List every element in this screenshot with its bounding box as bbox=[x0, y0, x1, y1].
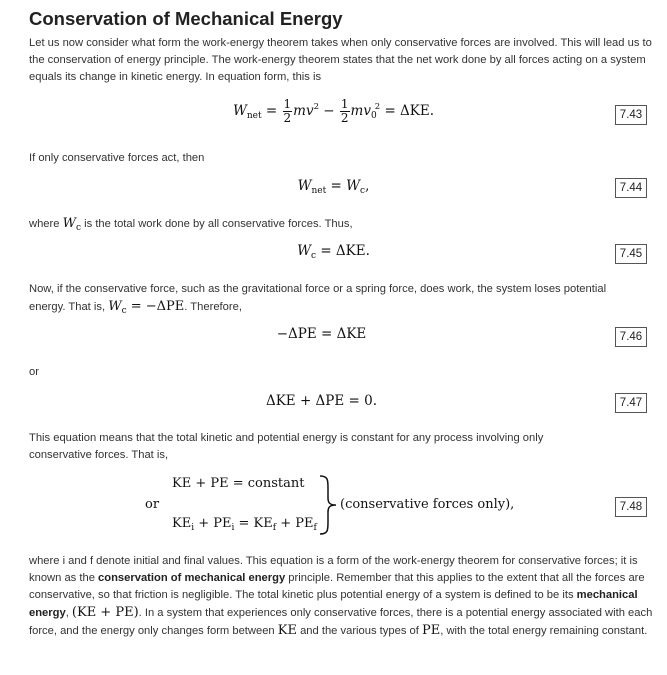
eq-term: mv bbox=[350, 103, 371, 119]
equation-7-47: ΔKE + ΔPE = 0. bbox=[265, 393, 378, 409]
eq-operator: = bbox=[326, 178, 347, 194]
eq-symbol: W bbox=[297, 178, 312, 194]
eq-symbol: W bbox=[297, 243, 311, 259]
eq-symbol: W bbox=[232, 103, 247, 119]
right-brace-icon bbox=[316, 474, 340, 536]
equation-number: 7.47 bbox=[615, 393, 647, 413]
inline-math: PE bbox=[421, 623, 441, 638]
equation-7-48-condition: (conservative forces only), bbox=[340, 497, 515, 512]
page-title: Conservation of Mechanical Energy bbox=[29, 8, 343, 29]
eq-operator: = bbox=[265, 103, 278, 119]
eq-term: mv bbox=[293, 103, 314, 119]
connector-or: or bbox=[29, 366, 39, 378]
equation-7-45: $W_c = \Delta KE$. bbox=[297, 243, 370, 261]
paragraph-mechanical-energy: where i and f denote initial and final values. This equation is a form of the work-energy theorem for conservative forces; it is known as the conservation of mechanical energy principle. Remember that this applies to the extent that all the forces are conservative, so that friction is negligible. The total kinetic plus potential energy of a system is defined to be its mechanical energy, (KE + PE). In a system that experiences only conservative forces, there is a potential energy associated with each force, and the energy only changes form between KE and the various types of PE, with the total energy remaining constant. bbox=[29, 555, 653, 638]
inline-math: (KE + PE) bbox=[71, 605, 139, 620]
paragraph-where-wc: where $W_c$ is the total work done by all conservative forces. Thus, bbox=[29, 216, 353, 233]
fraction-half: $\frac{1}{2}$ bbox=[340, 97, 349, 125]
equation-number: 7.48 bbox=[615, 497, 647, 517]
equation-7-48-row1: KE + PE = constant bbox=[172, 476, 305, 491]
eq-subscript: net bbox=[246, 111, 262, 121]
fraction-half: $\frac{1}{2}$ bbox=[283, 97, 292, 125]
term-mechanical-energy: mechanical energy bbox=[29, 589, 638, 619]
paragraph-potential: Now, if the conservative force, such as the gravitational force or a spring force, does work, the system loses potential energy. That is, $W_c = -\Delta PE$. Therefore, bbox=[29, 283, 607, 316]
inline-math: W bbox=[108, 299, 122, 314]
equation-7-44: $W_{net} = W_c$, bbox=[297, 178, 370, 196]
equation-7-48-or: or bbox=[145, 497, 160, 512]
equation-number: 7.45 bbox=[615, 244, 647, 264]
equation-number: 7.46 bbox=[615, 327, 647, 347]
equation-number: 7.44 bbox=[615, 178, 647, 198]
equation-7-48-row2: $KE_i + PE_i = KE_f + PE_f$ bbox=[172, 516, 317, 533]
eq-rhs: = ΔKE. bbox=[384, 103, 435, 119]
equation-7-43: $W_{net}$ = $\frac{1}{2}$ $mv^2$ − $\frac{1}{2}$ $mv_0^2 = \Delta KE$. bbox=[232, 97, 435, 125]
term-conservation-of-mechanical-energy: conservation of mechanical energy bbox=[98, 572, 286, 584]
equation-number: 7.43 bbox=[615, 105, 647, 125]
eq-operator: − bbox=[323, 103, 335, 119]
inline-math: KE bbox=[277, 623, 297, 638]
paragraph-conservative: If only conservative forces act, then bbox=[29, 152, 205, 164]
equation-7-46: −ΔPE = ΔKE bbox=[276, 326, 367, 342]
eq-symbol: W bbox=[346, 178, 361, 194]
paragraph-intro: Let us now consider what form the work-energy theorem takes when only conservative forces are involved. This will lead us to the conservation of energy principle. The work-energy theorem states that the net work done by all forces acting on a system equals its change in kinetic energy. In equation form, this is bbox=[29, 37, 652, 83]
paragraph-constant: This equation means that the total kinetic and potential energy is constant for any process involving only conservative forces. That is, bbox=[29, 432, 544, 461]
inline-math: W bbox=[62, 216, 76, 231]
